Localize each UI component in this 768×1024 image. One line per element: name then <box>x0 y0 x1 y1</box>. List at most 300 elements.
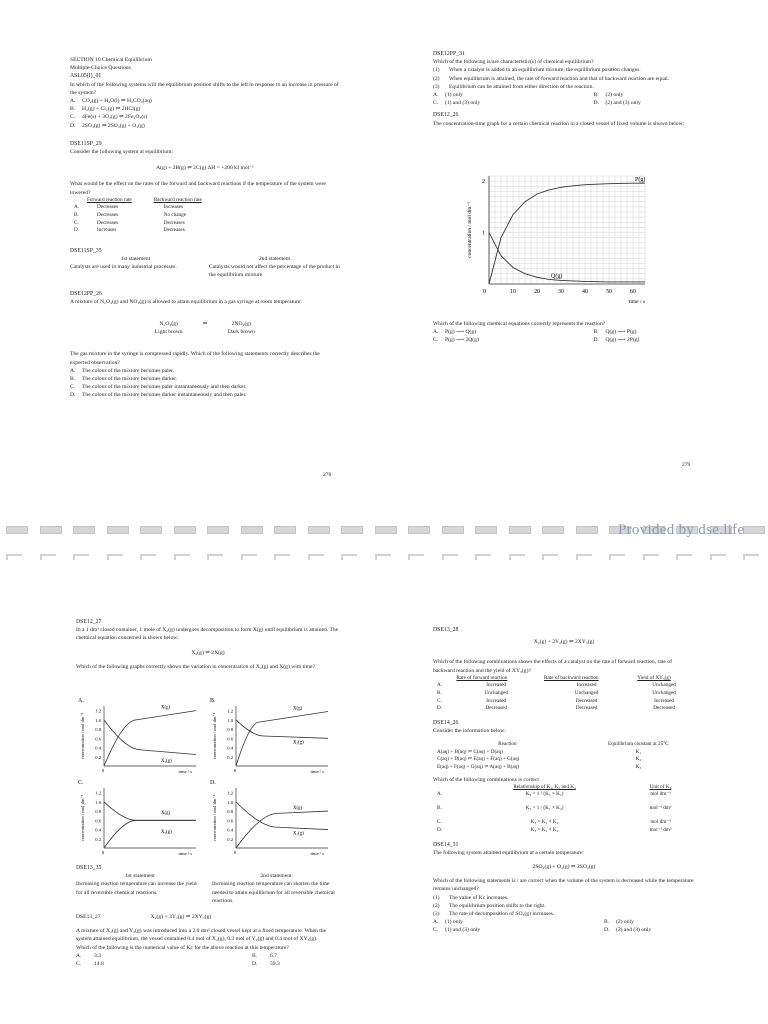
option-c <box>70 113 340 121</box>
row-label: C. <box>437 697 442 704</box>
question-text: In which of the following systems will the equilibrium position shifts to the left in response to an increase in pressure of the system? <box>70 81 339 96</box>
y-tick-label: 0.4 <box>227 827 233 833</box>
graph-label: D. <box>210 780 216 786</box>
item-label: (2) <box>433 75 440 82</box>
question-id: DSE14_31 <box>433 841 459 848</box>
separator-tick <box>542 554 558 556</box>
item-label: (3) <box>433 910 440 917</box>
separator-block <box>241 526 263 534</box>
table-cell: Decreased <box>575 705 598 712</box>
option-label: A. <box>433 329 439 336</box>
table-row <box>433 698 695 706</box>
option-text: P(g) ⟶ 2Q(g) <box>445 337 479 344</box>
option-label: D. <box>604 927 610 934</box>
table-header: Relationship of K₁, K₂ and K₃ <box>513 783 576 790</box>
x-tick-label: 30 <box>558 289 564 295</box>
table-row <box>433 805 695 819</box>
table-row <box>70 220 206 228</box>
concentration-time-chart <box>455 168 655 310</box>
option-label: B. <box>593 92 599 99</box>
table-header: Rate of forward reaction <box>456 674 508 681</box>
option-d <box>70 391 340 399</box>
page-278 <box>70 56 340 400</box>
reaction-equation: A(aq) + B(aq) ⇌ C(aq) + D(aq) <box>437 748 503 755</box>
question-text: Which of the following combinations shows the effects of a catalyst on the rate of forward reaction, rate of backward reaction and the yield of XY₃(g)? <box>433 659 672 674</box>
option-text: (2) only <box>616 919 634 926</box>
option-c <box>76 960 208 968</box>
reaction-equation: E(aq) + F(aq) + G(aq) ⇌ A(aq) + B(aq) <box>437 763 519 770</box>
table-header-blank <box>70 197 83 205</box>
equation: X₂(g) + 3Y₂(g) ⇌ 2XY₃(g) <box>533 639 595 646</box>
separator-tick <box>174 554 190 556</box>
question-text: The following system attained equilibrium at a certain temperature: <box>433 849 584 856</box>
section-title: SECTION 10 Chemical Equilibrium <box>70 57 152 63</box>
y-tick-label: 1.0 <box>95 717 101 723</box>
question-id: DSE13_27 <box>76 914 101 921</box>
y-tick-label: 0.2 <box>227 836 233 842</box>
options-list <box>70 97 340 130</box>
separator-block <box>475 526 497 534</box>
page-279 <box>433 50 698 128</box>
series-label: X(g) <box>161 810 171 816</box>
y-axis-label: concentration / mol dm⁻³ <box>467 202 473 258</box>
table-row <box>433 756 695 764</box>
separator-block <box>174 526 196 534</box>
chart-labels <box>467 176 645 305</box>
first-statement-heading: 1st statement <box>120 256 151 263</box>
option-label: D. <box>70 392 76 399</box>
question-text: A mixture of X₂(g) and Y₂(g) was introduced into a 2.0 dm³ closed vessel kept at a fixed temperature. When the system attained equilibrium, the vessel contained 0.4 mol of X₂(g), 0.3 mol of Y₂(g) and 0.4 mol of XY₃(g). <box>76 928 327 943</box>
table-header: Rate of backward reaction <box>544 674 599 681</box>
option-text: The colour of the mixture becomes darker instantaneously and then paler. <box>82 392 247 399</box>
series-label: X₂(g) <box>161 758 172 764</box>
series-label: X₂(g) <box>293 831 304 837</box>
option-text: 14.8 <box>94 961 104 968</box>
option-label: D. <box>252 961 258 968</box>
separator-tick <box>576 554 592 556</box>
table-row <box>70 227 206 235</box>
graph-option-b <box>208 696 338 776</box>
option-label: C. <box>70 114 76 121</box>
mcq-title: Multiple-Choice Questions <box>70 65 131 72</box>
x-tick-label: 40 <box>582 289 588 295</box>
x-tick-label: 50 <box>606 289 612 295</box>
separator-tick <box>643 554 645 560</box>
statement-item <box>433 902 695 910</box>
question-text: Which of the following graphs correctly shows the variation in concentration of X₂(g) and X(g) with time? <box>76 663 315 670</box>
option-text: 4Fe(s) + 3O₂(g) ⇌ 2Fe₂O₃(s) <box>82 114 148 121</box>
row-label: C. <box>437 819 442 826</box>
origin-label: 0 <box>233 850 237 855</box>
origin-label: 0 <box>101 768 105 773</box>
constant: K₃ <box>635 763 642 770</box>
table-cell: Decreases <box>163 227 185 234</box>
item-text: Equilibrium can be attained from either direction of the reaction. <box>449 83 594 90</box>
options-grid <box>433 328 698 344</box>
statement-block <box>70 255 340 280</box>
y-tick-label: 0.8 <box>227 727 233 733</box>
answer-table <box>433 675 695 713</box>
y-axis-label: concentration / mol dm⁻³ <box>80 794 85 842</box>
separator-tick <box>241 554 243 560</box>
question-text: Which of the following is the numerical value of Kc for the above reaction at this temperature? <box>76 944 289 951</box>
question-id: DSE14_26 <box>433 719 459 726</box>
option-text: Q(g) ⟶ 2P(g) <box>605 337 640 344</box>
series-q-label: Q(g) <box>551 273 563 280</box>
question-text: Which of the following chemical equations correctly represents the reaction? <box>433 321 606 327</box>
statement-list <box>433 894 695 919</box>
options-grid <box>76 952 340 968</box>
table-header: Equilibrium constant at 25°C <box>608 741 669 748</box>
table-cell: mol dm⁻³ <box>650 791 671 798</box>
separator-tick <box>40 554 56 556</box>
separator-tick <box>743 554 745 560</box>
question-header <box>76 913 340 921</box>
option-a <box>70 367 340 375</box>
statement-item <box>433 894 695 902</box>
y-tick-label: 0.2 <box>227 754 233 760</box>
row-label: D. <box>74 227 80 234</box>
item-text: The rate of decomposition of SO₃(g) increases. <box>449 910 555 917</box>
option-text: The colour of the mixture becomes paler instantaneously and then darker. <box>82 384 247 391</box>
x-curve <box>236 712 328 766</box>
equation: X₂(g) ⇌ 2X(g) <box>191 649 225 656</box>
separator-block <box>576 526 598 534</box>
page-3-continued <box>76 864 340 968</box>
question-id: DSE12_26 <box>433 112 459 119</box>
question-text: What would be the effect on the rates of the forward and backward reactions if the temperature of the system were lowered? <box>70 181 326 196</box>
x-axis-label: time / s <box>310 851 324 856</box>
item-label: (2) <box>433 902 440 909</box>
table-cell: Decreases <box>97 212 119 219</box>
separator-block <box>509 526 531 534</box>
option-label: A. <box>433 92 439 99</box>
table-row <box>433 690 695 698</box>
separator-tick <box>609 554 611 560</box>
separator-tick <box>241 554 257 556</box>
item-label: (3) <box>433 83 440 90</box>
statement-list <box>433 66 698 91</box>
statement-item <box>433 83 698 91</box>
option-label: B. <box>252 952 258 959</box>
y-tick-label: 0.6 <box>227 818 233 824</box>
separator-tick <box>6 554 8 560</box>
table-cell: Unchanged <box>484 690 509 696</box>
separator-block <box>40 526 62 534</box>
origin-label: 0 <box>101 850 105 855</box>
option-a <box>433 918 564 926</box>
answer-table <box>70 197 206 235</box>
option-c <box>433 99 566 107</box>
table-cell: Unchanged <box>652 682 676 689</box>
graph-option-a <box>76 696 206 776</box>
options-grid <box>433 91 698 107</box>
separator-tick <box>341 554 357 556</box>
table-header: Forward reaction rate <box>87 196 132 203</box>
option-d <box>566 336 699 344</box>
option-label: C. <box>433 927 439 934</box>
question-text: Consider the following system at equilibrium: <box>70 149 174 156</box>
first-statement-heading: 1st statement <box>125 873 155 880</box>
series-label: X(g) <box>293 706 303 712</box>
table-row <box>433 764 695 772</box>
statement-block <box>76 872 340 905</box>
constant: K₁ <box>635 748 642 755</box>
option-d <box>566 99 699 107</box>
separator-tick <box>475 554 491 556</box>
separator-tick <box>643 554 659 556</box>
separator-tick <box>274 554 276 560</box>
colour-right: Dark brown <box>227 329 255 336</box>
option-label: A. <box>70 367 76 374</box>
table-row <box>433 682 695 690</box>
y-tick-label: 0.6 <box>227 736 233 742</box>
option-label: C. <box>433 337 439 344</box>
option-b <box>566 328 699 336</box>
option-a <box>433 91 566 99</box>
separator-tick <box>375 554 391 556</box>
series-label: X(g) <box>161 705 171 711</box>
equation: 2SO₂(g) + O₂(g) ⇌ 2SO₃(g) <box>532 863 596 870</box>
option-label: A. <box>433 919 439 926</box>
first-statement: Catalysts are used in many industrial processes. <box>70 264 177 271</box>
option-d <box>208 960 340 968</box>
y-tick-label: 1.0 <box>95 799 101 805</box>
question-text: Which of the following combinations is correct <box>433 776 539 783</box>
option-label: A. <box>76 952 82 959</box>
option-text: (1) and (3) only <box>445 927 481 934</box>
x-tick-label: 10 <box>510 289 516 295</box>
row-label: B. <box>437 805 442 812</box>
page-number: 279 <box>682 462 691 468</box>
separator-tick <box>274 554 290 556</box>
separator-block <box>743 526 765 534</box>
origin-label: 0 <box>483 289 486 295</box>
graph-option-d <box>208 778 338 858</box>
y-tick-label: 1.2 <box>227 790 233 796</box>
question-id: DSE13_28 <box>433 627 459 633</box>
page-279-continued <box>433 320 698 345</box>
y-tick-label: 2 <box>482 179 485 186</box>
option-text: P(g) ⟶ Q(g) <box>445 329 477 336</box>
equilibrium-colour-block <box>70 320 340 336</box>
row-label: D. <box>437 826 443 833</box>
species-right: 2NO₂(g) <box>231 321 252 328</box>
separator-block <box>73 526 95 534</box>
table-row <box>433 827 695 835</box>
y-tick-label: 1.2 <box>95 790 101 796</box>
constant: K₂ <box>635 756 642 763</box>
table-cell: K₃ = K₁ × K₂ <box>530 826 559 833</box>
separator-tick <box>576 554 578 560</box>
question-id: DSE11SP_35 <box>70 247 102 254</box>
separator-tick <box>140 554 156 556</box>
separator-tick <box>341 554 343 560</box>
table-cell: Unchanged <box>652 690 676 696</box>
option-text: (2) and (3) only <box>605 100 641 107</box>
y-tick-label: 0.8 <box>95 727 101 733</box>
option-label: A. <box>70 98 76 105</box>
option-label: C. <box>433 100 439 107</box>
table-cell: Decreased <box>485 705 508 712</box>
page-number: 278 <box>323 472 332 478</box>
table-header: Unit of K₃ <box>649 783 672 790</box>
graph-option-c <box>76 778 206 858</box>
table-header-blank <box>433 784 463 792</box>
option-c <box>70 383 340 391</box>
option-text: CO₂(g) + H₂O(l) ⇌ H₂CO₃(aq) <box>82 98 152 105</box>
y-axis-label: concentration / mol dm⁻³ <box>212 794 217 842</box>
option-a <box>433 328 566 336</box>
table-cell: Decreased <box>575 697 598 704</box>
origin-label: 0 <box>233 768 237 773</box>
question-text: Consider the information below: <box>433 727 506 734</box>
table-cell: mol⁻¹ dm³ <box>649 826 672 833</box>
second-statement: Increasing reaction temperature can shorten the time needed to attain equilibrium for all reversible chemical reactions. <box>212 881 335 904</box>
page-3 <box>76 618 340 671</box>
row-label: A. <box>437 791 443 798</box>
separator-tick <box>6 554 22 556</box>
table-header-blank <box>433 675 452 683</box>
series-label: X₂(g) <box>161 829 172 835</box>
option-text: 6.7 <box>270 952 277 959</box>
options-list <box>70 367 340 400</box>
option-c <box>433 336 566 344</box>
y-tick-label: 0.4 <box>95 745 101 751</box>
table-cell: No change <box>163 212 187 219</box>
x-axis-label: time / s <box>178 851 192 856</box>
series-label: X(g) <box>293 806 303 812</box>
options-grid <box>433 918 695 934</box>
separator-tick <box>207 554 209 560</box>
second-statement-heading: 2nd statement <box>258 256 291 263</box>
option-a <box>70 97 340 105</box>
option-b <box>566 91 699 99</box>
option-label: D. <box>593 337 599 344</box>
equation: A(g) + 2B(g) ⇌ 2C(g) ΔH = +200 kJ mol⁻¹ <box>156 165 254 172</box>
table-header: Reaction <box>498 741 517 748</box>
species-left: N₂O₄(g) <box>159 321 178 328</box>
graph-label: A. <box>78 698 84 704</box>
table-row <box>70 212 206 220</box>
separator-block <box>442 526 464 534</box>
y-tick-label: 1.0 <box>227 717 233 723</box>
row-label: C. <box>74 219 79 226</box>
table-cell: mol dm⁻³ <box>650 819 671 826</box>
option-d <box>70 122 340 130</box>
second-statement: Catalysts would not affect the percentage of the product in the equilibrium mixture. <box>209 264 340 279</box>
reaction-table <box>433 741 695 771</box>
separator-tick <box>308 554 324 556</box>
table-header: Backward reaction rate <box>153 196 202 203</box>
question-id: DSE12_27 <box>76 619 102 625</box>
option-label: D. <box>70 122 76 129</box>
question-text: The gas mixture in the syringe is compressed rapidly. Which of the following statements correctly describes the expected observation? <box>70 351 320 366</box>
separator-tick <box>710 554 726 556</box>
separator-tick <box>676 554 692 556</box>
table-row <box>433 705 695 713</box>
separator-tick <box>676 554 678 560</box>
question-text: In a 1 dm³ closed container, 1 mole of X₂(g) undergoes decomposition to form X(g) until equilibrium is attained. The chemical equation concerned is shown below: <box>76 627 339 642</box>
statement-item <box>433 66 698 74</box>
separator-tick <box>107 554 109 560</box>
page-4 <box>433 626 695 935</box>
option-c <box>433 926 564 934</box>
item-label: (1) <box>433 67 440 74</box>
table-cell: Increases <box>163 204 183 211</box>
row-label: B. <box>74 212 79 219</box>
separator-block <box>408 526 430 534</box>
question-id: DSE11SP_29 <box>70 140 102 147</box>
separator-tick <box>509 554 511 560</box>
option-text: H₂(g) + Cl₂(g) ⇌ 2HCl(g) <box>82 106 141 113</box>
option-label: B. <box>70 106 76 113</box>
option-b <box>70 375 340 383</box>
separator-tick <box>207 554 223 556</box>
option-d <box>564 926 695 934</box>
reaction-equation: C(aq) + D(aq) ⇌ E(aq) + F(aq) + G(aq) <box>437 756 520 763</box>
separator-tick <box>710 554 712 560</box>
option-label: C. <box>70 384 76 391</box>
x-axis-label: time / s <box>310 769 324 774</box>
option-text: 2SO₃(g) ⇌ 2SO₂(g) + O₂(g) <box>82 122 145 129</box>
graph-label: C. <box>78 780 84 786</box>
table-cell: Decreases <box>163 219 185 226</box>
table-cell: Unchanged <box>574 690 599 696</box>
separator-tick <box>107 554 123 556</box>
table-cell: Increased <box>576 682 597 689</box>
y-tick-label: 0.8 <box>95 809 101 815</box>
separator-tick <box>140 554 142 560</box>
table-header: Yield of XY₃(g) <box>637 674 671 681</box>
item-text: When a catalyst is added to an equilibrium mixture, the equilibrium position changes. <box>449 67 641 74</box>
row-label: A. <box>74 204 80 211</box>
separator-tick <box>408 554 424 556</box>
y-tick-label: 0.4 <box>95 827 101 833</box>
question-text: Which of the following is/are characteristic(s) of chemical equilibrium? <box>433 59 594 66</box>
row-label: D. <box>437 705 443 712</box>
table-cell: mol⁻¹ dm³ <box>649 805 672 812</box>
x-curve <box>236 811 328 848</box>
option-text: Q(g) ⟶ P(g) <box>605 329 637 336</box>
question-text: A mixture of N₂O₄(g) and NO₂(g) is allowed to attain equilibrium in a gas syringe at room temperature: <box>70 298 302 305</box>
table-cell: K₃ = K₁ × K₂ <box>530 819 559 826</box>
item-text: The value of Kc increases. <box>449 894 509 901</box>
separator-block <box>107 526 129 534</box>
separator-tick <box>542 554 544 560</box>
table-cell: K₃ = 1 / (K₁ × K₂) <box>525 791 564 798</box>
equilibrium-arrow: ⇌ <box>202 321 208 328</box>
table-cell: Increases <box>97 227 117 234</box>
y-tick-label: 0.8 <box>227 809 233 815</box>
y-tick-label: 1.0 <box>227 799 233 805</box>
series-p-label: P(g) <box>635 177 646 184</box>
separator-tick <box>73 554 89 556</box>
chart-grid <box>489 176 645 284</box>
y-tick-label: 0.2 <box>95 836 101 842</box>
x-axis-label: time / s <box>628 299 645 305</box>
table-row <box>433 819 695 827</box>
y-tick-label: 0.2 <box>95 754 101 760</box>
option-text: (1) only <box>445 919 463 926</box>
y-tick-label: 0.6 <box>95 736 101 742</box>
table-row <box>70 204 206 212</box>
option-text: 3.3 <box>94 952 101 959</box>
x-curve <box>104 711 196 766</box>
separator-block <box>341 526 363 534</box>
watermark: Provided by dse.life <box>618 522 745 538</box>
series-label: X₂(g) <box>293 740 304 746</box>
